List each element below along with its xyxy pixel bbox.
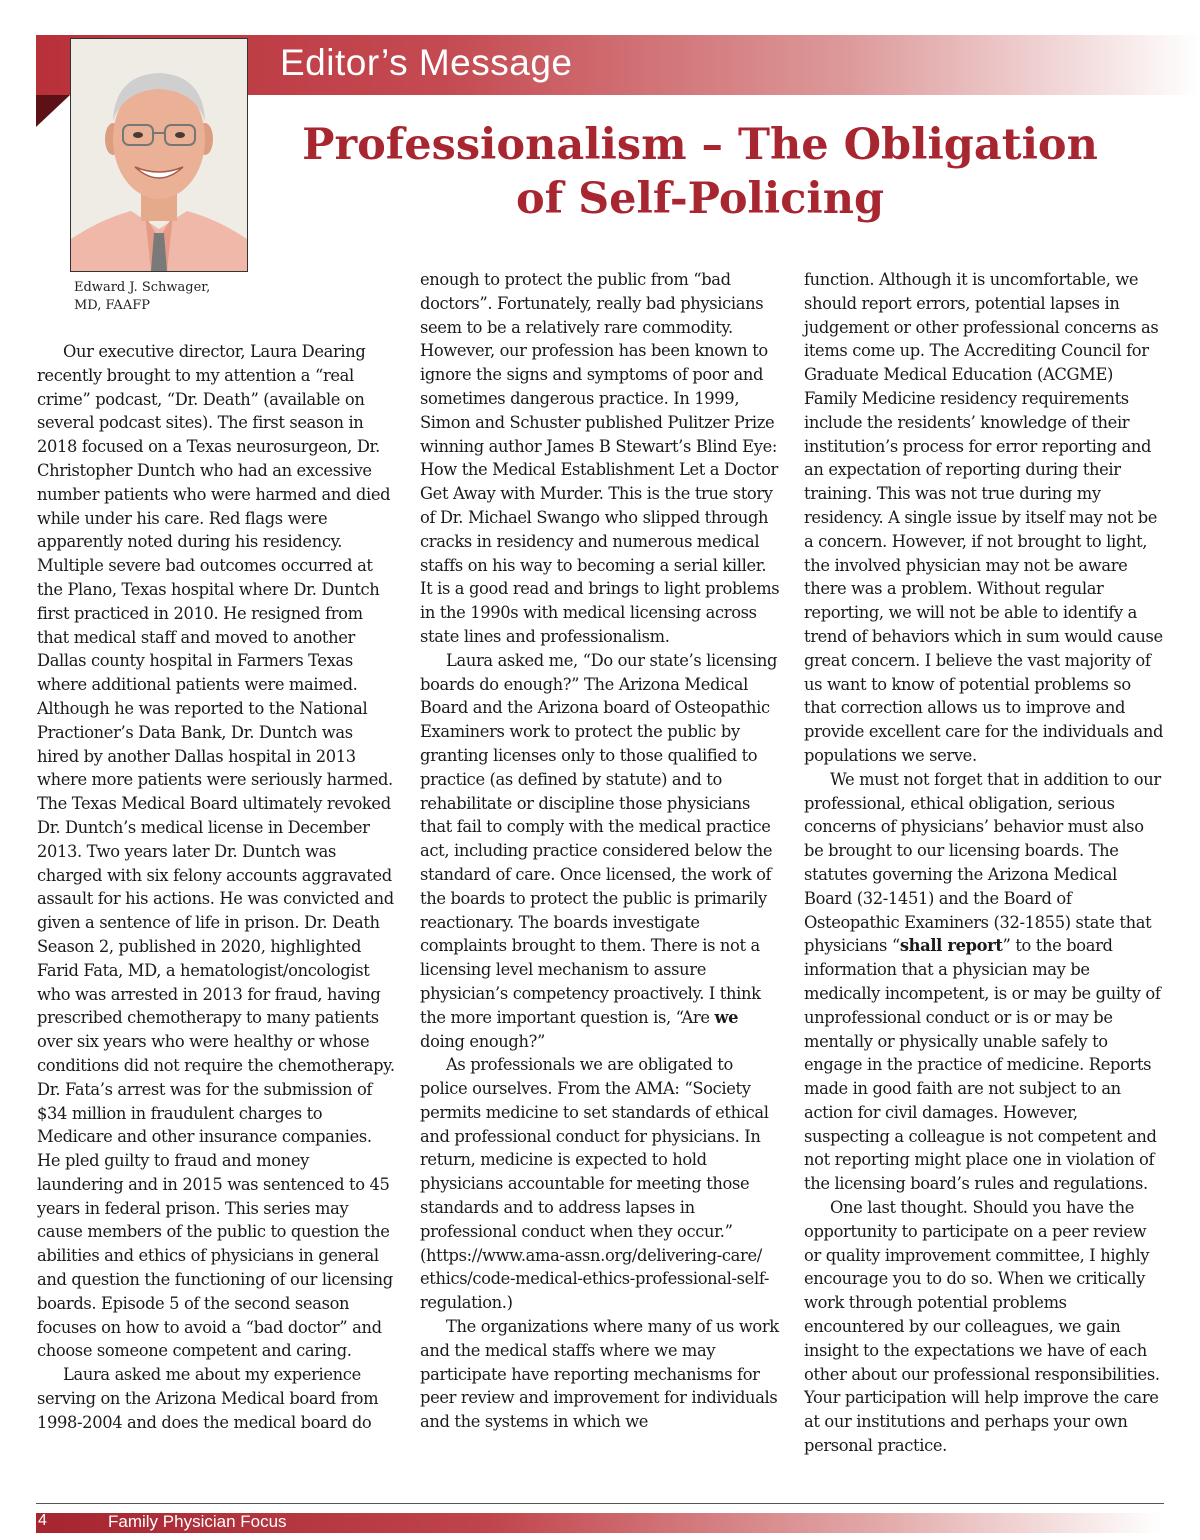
paragraph: One last thought. Should you have the opportunity to participate on a peer review or quality improvement committee, I highly encourage you to do so. When we critically work through potential problems encountered by our colleagues, we gain insight to the expectations we have of each other about our professional responsibilities. Your participation will help improve the care at our institutions and perhaps your own personal practice.: [804, 1198, 1160, 1456]
headline-line-1: Professionalism – The Obligation: [302, 120, 1098, 170]
emphasis-shall-report: shall report: [899, 936, 1003, 956]
headline-line-2: of Self-Policing: [515, 174, 885, 224]
article-headline: [270, 118, 1130, 226]
paragraph: [804, 768, 1164, 1196]
paragraph: function. Although it is uncomfortable, we should report errors, potential lapses in judgement or other professional concerns as items come up. The Accrediting Council for Graduate Medical Education (ACGME) Family Medicine residency requirements include the residents’ knowledge of their institution’s process for error reporting and an expectation of reporting during their training. This was not true during my residency. A single issue by itself may not be a concern. However, if not brought to light, the involved physician may not be aware there was a problem. Without regular reporting, we will not be able to identify a trend of behaviors which in sum would cause great concern. I believe the vast majority of us want to know of potential problems so that correction allows us to improve and provide excellent care for the individuals and populations we serve.: [804, 270, 1164, 765]
author-name: Edward J. Schwager,: [74, 280, 211, 295]
header-corner-fold: [36, 95, 70, 127]
article-column-3: [804, 268, 1164, 1458]
paragraph: As professionals we are obligated to police ourselves. From the AMA: “Society permits medicine to set standards of ethical and professional conduct for physicians. In return, medicine is expected to hold physicians accountable for meeting those standards and to address lapses in professional conduct when they occur.” (https://www.ama-assn.org/delivering-care/ ethics/code-medical-ethics-professional-self-regulation.): [420, 1055, 770, 1313]
paragraph: Laura asked me about my experience serving on the Arizona Medical board from 1998-2004 and does the medical board do: [37, 1365, 379, 1432]
paragraph-text: doing enough?”: [420, 1031, 545, 1051]
author-photo: [70, 38, 248, 272]
paragraph-text: We must not forget that in addition to our professional, ethical obligation, serious concerns of physicians’ behavior must also be brought to our licensing boards. The statutes governing the Arizona Medical Board (32-1451) and the Board of Osteopathic Examiners (32-1855) state that physicians “: [804, 769, 1161, 956]
paragraph: Our executive director, Laura Dearing recently brought to my attention a “real crime” podcast, “Dr. Death” (available on several podcast sites). The first season in 2018 focused on a Texas neurosurgeon, Dr. Christopher Duntch who had an excessive number patients who were harmed and died while under his care. Red flags were apparently noted during his residency. Multiple severe bad outcomes occurred at the Plano, Texas hospital where Dr. Duntch first practiced in 2010. He resigned from that medical staff and moved to another Dallas county hospital in Farmers Texas where additional patients were maimed. Although he was reported to the National Practioner’s Data Bank, Dr. Duntch was hired by another Dallas hospital in 2013 where more patients were seriously harmed. The Texas Medical Board ultimately revoked Dr. Duntch’s medical license in December 2013. Two years later Dr. Duntch was charged with six felony accounts aggravated assault for his actions. He was convicted and given a sentence of life in prison. Dr. Death Season 2, published in 2020, highlighted Farid Fata, MD, a hematologist/oncologist who was arrested in 2013 for fraud, having prescribed chemotherapy to many patients over six years who were healthy or whose conditions did not require the chemotherapy. Dr. Fata’s arrest was for the submission of $34 million in fraudulent charges to Medicare and other insurance companies. He pled guilty to fraud and money laundering and in 2015 was sentenced to 45 years in federal prison. This series may cause members of the public to question the abilities and ethics of physicians in general and question the functioning of our licensing boards. Episode 5 of the second season focuses on how to avoid a “bad doctor” and choose someone competent and caring.: [37, 342, 395, 1361]
paragraph-text: Laura asked me, “Do our state’s licensing boards do enough?” The Arizona Medical Board and the Arizona board of Osteopathic Examiners work to protect the public by granting licenses only to those qualified to practice (as defined by statute) and to rehabilitate or discipline those physicians that fail to comply with the medical practice act, including practice considered below the standard of care. Once licensed, the work of the boards to protect the public is primarily reactionary. The boards investigate complaints brought to them. There is not a licensing level mechanism to assure physician’s competency proactively. I think the more important question is, “Are: [420, 650, 778, 1027]
section-title: Editor’s Message: [280, 42, 573, 83]
paragraph: [420, 649, 780, 1054]
emphasis-we: we: [714, 1007, 739, 1027]
paragraph: enough to protect the public from “bad doctors”. Fortunately, really bad physicians seem to be a relatively rare commodity. However, our profession has been known to ignore the signs and symptoms of poor and sometimes dangerous practice. In 1999, Simon and Schuster published Pulitzer Prize winning author James B Stewart’s Blind Eye: How the Medical Establishment Let a Doctor Get Away with Murder. This is the true story of Dr. Michael Swango who slipped through cracks in residency and numerous medical staffs on his way to becoming a serial killer. It is a good read and brings to light problems in the 1990s with medical licensing across state lines and professionalism.: [420, 270, 780, 646]
author-caption: [74, 279, 264, 315]
paragraph-text: ” to the board information that a physician may be medically incompetent, is or may be guilty of unprofessional conduct or is or may be mentally or physically unable safely to engage in the practice of medicine. Reports made in good faith are not subject to an action for civil damages. However, suspecting a colleague is not competent and not reporting might place one in violation of the licensing board’s rules and regulations.: [804, 936, 1161, 1194]
author-credentials: MD, FAAFP: [74, 298, 150, 313]
article-column-1: [37, 340, 397, 1435]
publication-name: Family Physician Focus: [108, 1512, 287, 1531]
footer-rule: [36, 1503, 1164, 1504]
page-number: 4: [38, 1512, 47, 1529]
paragraph: The organizations where many of us work and the medical staffs where we may participate have reporting mechanisms for peer review and improvement for individuals and the systems in which we: [420, 1317, 779, 1432]
article-column-2: [420, 268, 780, 1434]
